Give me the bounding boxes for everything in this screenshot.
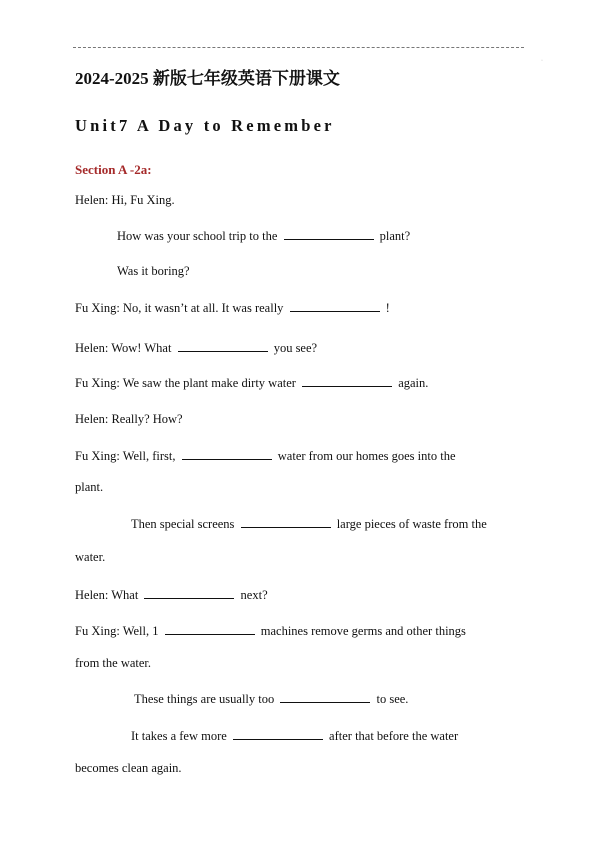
fill-in-blank[interactable] bbox=[144, 586, 234, 599]
text-line bbox=[75, 411, 183, 427]
line-text: plant. bbox=[75, 480, 104, 494]
fill-in-blank[interactable] bbox=[284, 227, 374, 240]
corner-mark: · bbox=[541, 58, 543, 64]
line-text: plant? bbox=[379, 229, 411, 243]
line-text: It takes a few more bbox=[131, 729, 227, 743]
line-text: after that before the water bbox=[329, 729, 459, 743]
text-line bbox=[75, 374, 428, 391]
text-line bbox=[75, 549, 105, 565]
fill-in-blank[interactable] bbox=[241, 515, 331, 528]
fill-in-blank[interactable] bbox=[182, 447, 272, 460]
fill-in-blank[interactable] bbox=[165, 622, 255, 635]
dashed-header-rule bbox=[73, 47, 524, 48]
text-line bbox=[75, 339, 317, 356]
line-text: These things are usually too bbox=[134, 692, 275, 706]
line-text: becomes clean again. bbox=[75, 761, 182, 775]
fill-in-blank[interactable] bbox=[290, 299, 380, 312]
unit-title: Unit7 A Day to Remember bbox=[75, 116, 335, 135]
line-text: you see? bbox=[273, 341, 318, 355]
line-text: How was your school trip to the bbox=[117, 229, 278, 243]
section-label: Section A -2a: bbox=[75, 162, 152, 177]
text-line bbox=[75, 622, 466, 639]
line-text: water. bbox=[75, 550, 106, 564]
line-text: from the water. bbox=[75, 656, 152, 670]
line-text: Helen: Hi, Fu Xing. bbox=[75, 193, 175, 207]
text-line bbox=[75, 299, 390, 316]
line-text: Helen: What bbox=[75, 588, 139, 602]
text-line bbox=[75, 192, 175, 208]
text-line bbox=[117, 227, 410, 244]
line-text: Fu Xing: Well, first, bbox=[75, 449, 176, 463]
text-line bbox=[134, 690, 408, 707]
fill-in-blank[interactable] bbox=[280, 690, 370, 703]
fill-in-blank[interactable] bbox=[302, 374, 392, 387]
text-line bbox=[75, 760, 182, 776]
line-text: Helen: Wow! What bbox=[75, 341, 172, 355]
fill-in-blank[interactable] bbox=[178, 339, 268, 352]
line-text: water from our homes goes into the bbox=[277, 449, 456, 463]
line-text: Fu Xing: No, it wasn’t at all. It was really bbox=[75, 301, 284, 315]
text-line bbox=[75, 586, 268, 603]
line-text: Fu Xing: Well, 1 bbox=[75, 624, 159, 638]
fill-in-blank[interactable] bbox=[233, 727, 323, 740]
line-text: ! bbox=[385, 301, 390, 315]
line-text: machines remove germs and other things bbox=[260, 624, 466, 638]
text-line bbox=[131, 727, 458, 744]
line-text: again. bbox=[398, 376, 429, 390]
text-line bbox=[131, 515, 487, 532]
line-text: Was it boring? bbox=[117, 264, 190, 278]
text-line bbox=[75, 479, 103, 495]
line-text: Then special screens bbox=[131, 517, 235, 531]
text-line bbox=[75, 447, 456, 464]
text-line bbox=[75, 655, 151, 671]
line-text: Fu Xing: We saw the plant make dirty water bbox=[75, 376, 296, 390]
line-text: next? bbox=[240, 588, 268, 602]
line-text: large pieces of waste from the bbox=[336, 517, 487, 531]
line-text: to see. bbox=[376, 692, 409, 706]
document-title: 2024-2025 新版七年级英语下册课文 bbox=[75, 69, 340, 88]
line-text: Helen: Really? How? bbox=[75, 412, 183, 426]
text-line bbox=[117, 263, 190, 279]
